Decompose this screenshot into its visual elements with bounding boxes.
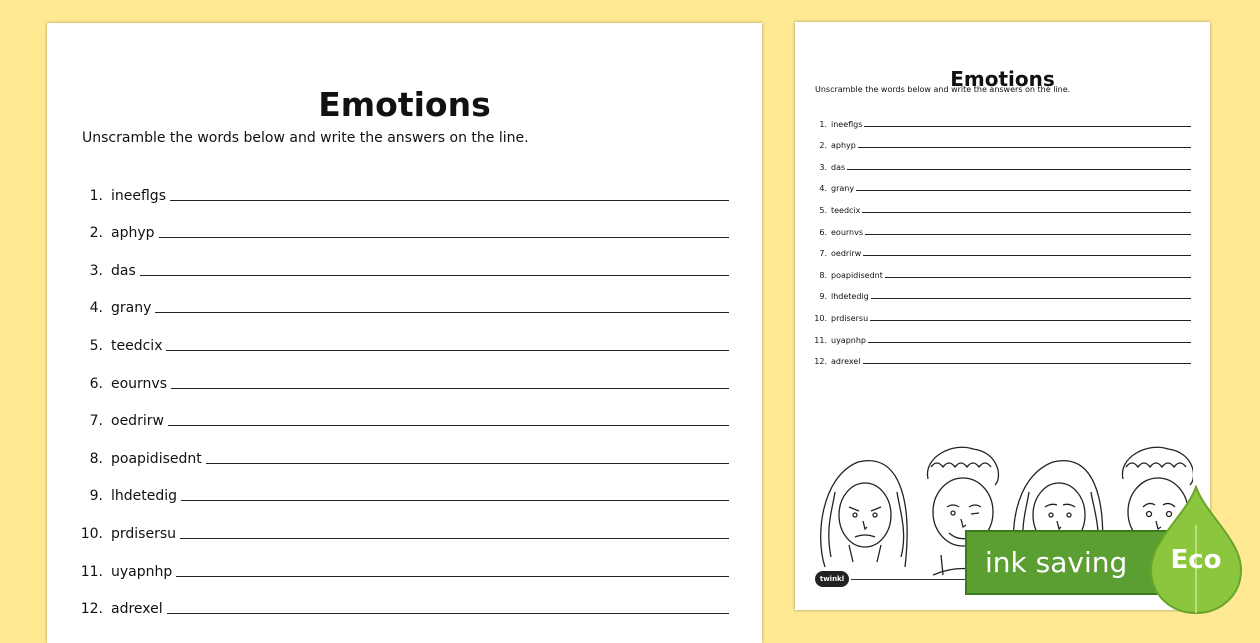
question-row xyxy=(77,542,729,580)
answer-line[interactable] xyxy=(170,200,729,201)
question-list xyxy=(77,166,729,617)
question-number: 4. xyxy=(819,184,827,194)
question-number: 3. xyxy=(89,262,103,279)
scrambled-word: lhdetedig xyxy=(831,292,869,302)
question-row xyxy=(77,166,729,204)
worksheet-instructions: Unscramble the words below and write the answers on the line. xyxy=(82,130,529,146)
angry-girl-face xyxy=(821,461,907,567)
question-row xyxy=(77,580,729,618)
question-number: 6. xyxy=(819,227,827,237)
answer-line[interactable] xyxy=(155,312,729,313)
scrambled-word: ineeflgs xyxy=(831,119,863,129)
scrambled-word: das xyxy=(831,162,846,172)
preview-question-row xyxy=(813,193,1191,215)
answer-line[interactable] xyxy=(206,463,729,464)
answer-line[interactable] xyxy=(168,425,729,426)
preview-question-row xyxy=(813,150,1191,172)
scrambled-word: ineeflgs xyxy=(111,187,166,204)
eco-label: Eco xyxy=(1170,545,1222,575)
question-number: 7. xyxy=(89,413,103,430)
question-number: 4. xyxy=(89,300,103,317)
eco-ink-saving-badge xyxy=(965,485,1260,615)
question-number: 1. xyxy=(89,187,103,204)
question-number: 1. xyxy=(819,119,827,129)
answer-line[interactable] xyxy=(171,388,729,389)
preview-question-row xyxy=(813,215,1191,237)
scrambled-word: lhdetedig xyxy=(111,488,178,505)
preview-instructions: Unscramble the words below and write the answers on the line. xyxy=(815,85,1071,94)
question-number: 3. xyxy=(819,162,827,172)
scrambled-word: teedcix xyxy=(111,337,163,354)
question-number: 8. xyxy=(819,270,827,280)
question-number: 9. xyxy=(89,488,103,505)
answer-line[interactable] xyxy=(140,275,729,276)
question-number: 6. xyxy=(89,375,103,392)
answer-line xyxy=(847,169,1191,170)
scrambled-word: prdisersu xyxy=(831,313,869,323)
answer-line[interactable] xyxy=(180,538,729,539)
answer-line xyxy=(863,363,1191,364)
question-number: 5. xyxy=(89,337,103,354)
question-row xyxy=(77,429,729,467)
preview-question-row xyxy=(813,301,1191,323)
scrambled-word: das xyxy=(111,262,136,279)
scrambled-word: eournvs xyxy=(831,227,864,237)
scrambled-word: poapidisednt xyxy=(111,450,202,467)
question-number: 2. xyxy=(89,225,103,242)
question-row xyxy=(77,504,729,542)
scrambled-word: uyapnhp xyxy=(831,335,867,345)
question-row xyxy=(77,354,729,392)
scrambled-word: adrexel xyxy=(111,601,163,618)
question-number: 12. xyxy=(814,357,827,367)
preview-title: Emotions xyxy=(950,67,1055,91)
answer-line xyxy=(865,234,1191,235)
answer-line xyxy=(862,212,1191,213)
scrambled-word: grany xyxy=(831,184,855,194)
scrambled-word: grany xyxy=(111,300,152,317)
question-number: 11. xyxy=(80,563,103,580)
question-number: 5. xyxy=(819,205,827,215)
question-number: 10. xyxy=(80,525,103,542)
question-number: 12. xyxy=(80,601,103,618)
question-number: 2. xyxy=(819,141,827,151)
scrambled-word: prdisersu xyxy=(111,525,177,542)
preview-question-row xyxy=(813,172,1191,194)
question-row xyxy=(77,204,729,242)
scrambled-word: poapidisednt xyxy=(831,270,883,280)
worksheet-title: Emotions xyxy=(318,85,491,124)
preview-question-list xyxy=(813,107,1191,366)
question-row xyxy=(77,392,729,430)
preview-question-row xyxy=(813,280,1191,302)
answer-line[interactable] xyxy=(181,500,729,501)
preview-question-row xyxy=(813,237,1191,259)
twinkl-logo: twinkl xyxy=(815,571,849,587)
scrambled-word: eournvs xyxy=(111,375,168,392)
answer-line[interactable] xyxy=(166,350,729,351)
scrambled-word: oedrirw xyxy=(111,413,164,430)
preview-question-row xyxy=(813,323,1191,345)
question-number: 8. xyxy=(89,450,103,467)
scrambled-word: teedcix xyxy=(831,205,861,215)
scrambled-word: aphyp xyxy=(831,141,856,151)
answer-line xyxy=(885,277,1191,278)
worksheet-page-large xyxy=(47,23,762,643)
answer-line xyxy=(856,190,1191,191)
answer-line[interactable] xyxy=(176,576,729,577)
question-row xyxy=(77,467,729,505)
answer-line xyxy=(864,126,1191,127)
answer-line xyxy=(858,147,1191,148)
preview-question-row xyxy=(813,129,1191,151)
preview-question-row xyxy=(813,345,1191,367)
answer-line xyxy=(871,298,1191,299)
question-row xyxy=(77,241,729,279)
ink-saving-label: ink saving xyxy=(985,546,1128,579)
question-number: 10. xyxy=(814,313,827,323)
question-row xyxy=(77,316,729,354)
scrambled-word: aphyp xyxy=(111,225,155,242)
answer-line xyxy=(868,342,1191,343)
answer-line[interactable] xyxy=(159,237,729,238)
question-row xyxy=(77,279,729,317)
scrambled-word: oedrirw xyxy=(831,249,862,259)
preview-question-row xyxy=(813,107,1191,129)
question-number: 9. xyxy=(819,292,827,302)
scrambled-word: adrexel xyxy=(831,357,861,367)
answer-line xyxy=(863,255,1191,256)
preview-question-row xyxy=(813,258,1191,280)
scrambled-word: uyapnhp xyxy=(111,563,173,580)
question-number: 11. xyxy=(814,335,827,345)
answer-line xyxy=(870,320,1191,321)
answer-line[interactable] xyxy=(167,613,729,614)
question-number: 7. xyxy=(819,249,827,259)
